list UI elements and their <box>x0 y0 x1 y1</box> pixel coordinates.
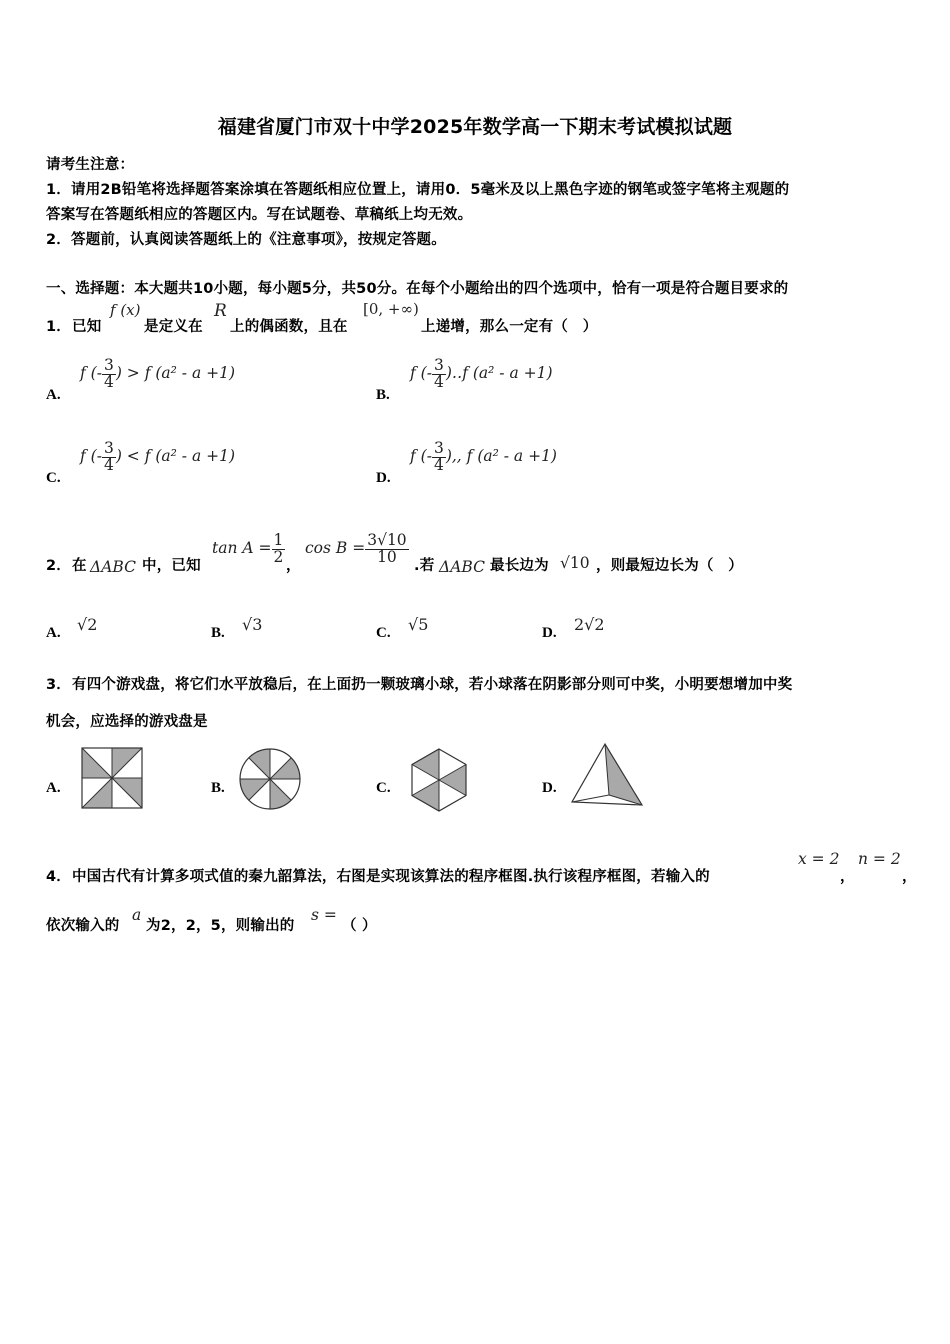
q2-number: 2． <box>46 558 71 574</box>
q4-text-1: 中国古代有计算多项式值的秦九韶算法，右图是实现该算法的程序框图.执行该程序框图，若输入的 <box>72 869 710 885</box>
option-label: B. <box>211 780 225 796</box>
q1-text-2: 是定义在 <box>144 319 203 335</box>
notice-line-2: 答案写在答题纸相应的答题区内。写在试题卷、草稿纸上均无效。 <box>46 207 473 223</box>
option-label: B. <box>376 387 390 403</box>
q2-math-tanA: tan A = $\frac{1}{2}$ <box>212 531 284 566</box>
q1-text-4: 上递增，那么一定有（ ） <box>421 319 598 335</box>
option-label: D. <box>542 780 557 796</box>
option-math: f (- $\frac{3}{4}$ ),, f (a² - a +1) <box>410 439 557 474</box>
option-label: C. <box>376 625 391 641</box>
notice-line-1: 1．请用2B铅笔将选择题答案涂填在答题纸相应位置上，请用0．5毫米及以上黑色字迹的钢笔或签字笔将主观题的 <box>46 182 790 198</box>
q4-text-4: 依次输入的 <box>46 918 120 934</box>
option-label: C. <box>376 780 391 796</box>
q3-line-2: 机会，应选择的游戏盘是 <box>46 714 208 730</box>
square-board-diagram <box>82 748 142 808</box>
page-title: 福建省厦门市双十中学2025年数学高一下期末考试模拟试题 <box>217 116 733 138</box>
q2-text-4: .若 <box>414 558 435 574</box>
option-label: D. <box>542 625 557 641</box>
triangle-board-diagram <box>570 743 644 809</box>
q2-math-triangle-2: ΔABC <box>439 558 485 576</box>
hexagon-board-diagram <box>410 748 468 812</box>
option-label: D. <box>376 470 391 486</box>
q2-math-cosB: cos B = $\frac{3√10}{10}$ <box>305 531 407 566</box>
circle-board-diagram <box>239 748 301 810</box>
q2-text-2: 中，已知 <box>142 558 201 574</box>
q4-text-6: （ ） <box>342 918 377 934</box>
q1-text-1: 已知 <box>72 319 102 335</box>
q2-math-triangle: ΔABC <box>90 558 136 576</box>
q4-math-s: s = <box>311 906 337 924</box>
option-math: √3 <box>242 615 263 634</box>
q4-text-2: ， <box>840 869 855 885</box>
option-label: A. <box>46 780 61 796</box>
q1-number: 1． <box>46 319 71 335</box>
q3-number: 3． <box>46 677 71 693</box>
q4-text-5: 为2，2，5，则输出的 <box>146 918 295 934</box>
option-label: C. <box>46 470 61 486</box>
q1-math-R: R <box>214 301 227 321</box>
option-math: f (- $\frac{3}{4}$ ) < f (a² - a +1) <box>80 439 236 474</box>
q4-text-3: ， <box>902 869 917 885</box>
q4-math-a: a <box>132 906 142 924</box>
option-math: 2√2 <box>574 615 605 634</box>
q4-number: 4． <box>46 869 71 885</box>
option-label: A. <box>46 387 61 403</box>
option-math: √5 <box>408 615 429 634</box>
q2-text-3: ， <box>286 558 301 574</box>
option-math: f (- $\frac{3}{4}$ )‥f (a² - a +1) <box>410 356 553 391</box>
option-label: A. <box>46 625 61 641</box>
notice-heading: 请考生注意： <box>46 157 135 173</box>
q2-text-5: 最长边为 <box>490 558 549 574</box>
option-label: B. <box>211 625 225 641</box>
q1-text-3: 上的偶函数，且在 <box>230 319 348 335</box>
q3-line-1: 有四个游戏盘，将它们水平放稳后，在上面扔一颗玻璃小球，若小球落在阴影部分则可中奖，小明要想增加中奖 <box>72 677 793 693</box>
q2-text-6: ，则最短边长为（ ） <box>596 558 743 574</box>
q4-math-n: n = 2 <box>858 850 901 868</box>
q1-math-fx: f (x) <box>110 301 141 319</box>
option-math: f (- $\frac{3}{4}$ ) > f (a² - a +1) <box>80 356 236 391</box>
q4-math-x: x = 2 <box>798 850 840 868</box>
q2-math-sqrt10: √10 <box>560 554 590 572</box>
notice-line-3: 2．答题前，认真阅读答题纸上的《注意事项》，按规定答题。 <box>46 232 446 248</box>
q2-text-1: 在 <box>72 558 87 574</box>
section-heading: 一、选择题：本大题共10小题，每小题5分，共50分。在每个小题给出的四个选项中，恰有一项是符合题目要求的 <box>46 281 789 297</box>
option-math: √2 <box>77 615 98 634</box>
q1-math-interval: [0, +∞) <box>363 300 419 318</box>
